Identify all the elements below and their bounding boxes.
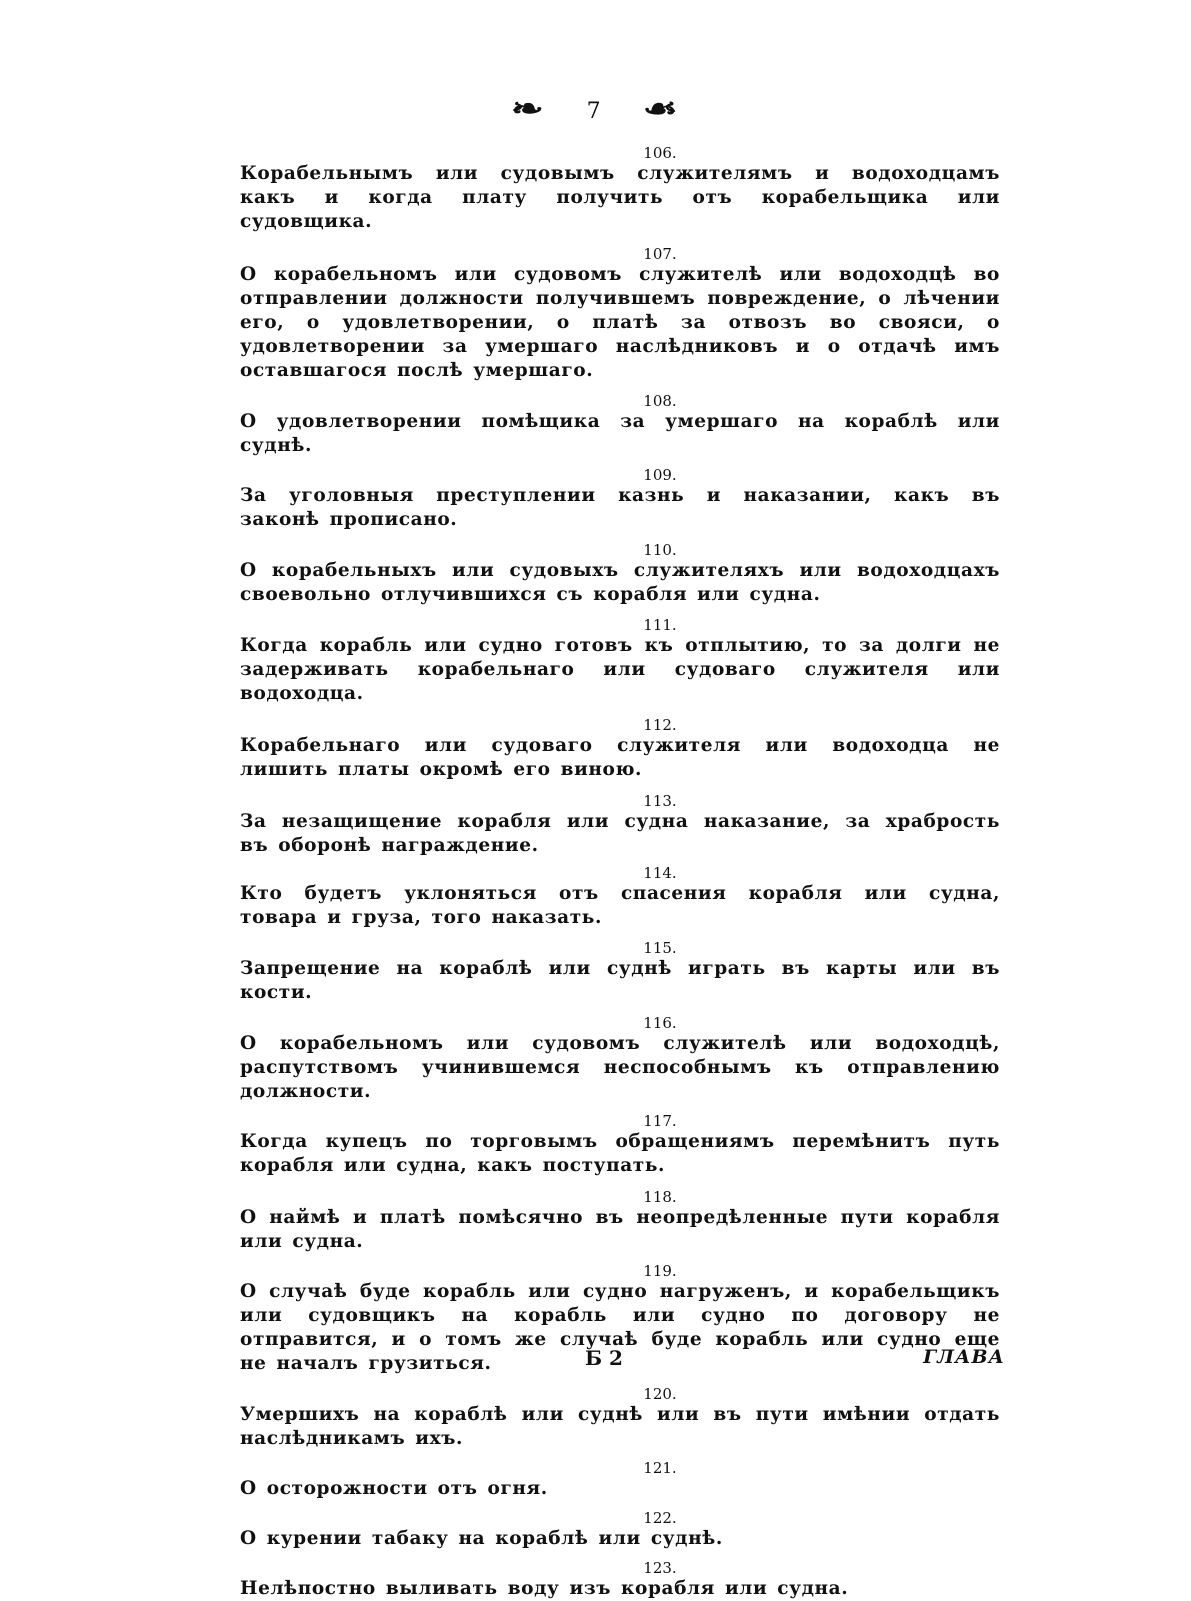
entry-number: 111.	[643, 616, 677, 634]
entry-text: Запрещение на кораблѣ или суднѣ играть въ карты или въ кости.	[240, 958, 1000, 1003]
entry-113	[240, 792, 1000, 858]
entry-text: Умершихъ на кораблѣ или суднѣ или въ пути имѣнии отдать наслѣдникамъ ихъ.	[240, 1404, 1000, 1449]
table-of-contents	[240, 144, 1000, 1601]
entry-number: 112.	[643, 716, 677, 734]
entry-number: 117.	[643, 1112, 677, 1130]
entry-number: 119.	[643, 1262, 677, 1280]
entry-121	[240, 1459, 1000, 1501]
entry-text: О наймѣ и платѣ помѣсячно въ неопредѣленные пути корабля или судна.	[240, 1207, 1000, 1252]
entry-108	[240, 392, 1000, 458]
entry-116	[240, 1014, 1000, 1104]
entry-number: 115.	[643, 939, 677, 957]
entry-122	[240, 1509, 1000, 1551]
entry-number: 120.	[643, 1385, 677, 1403]
entry-118	[240, 1188, 1000, 1254]
entry-number: 108.	[643, 392, 677, 410]
entry-text: За уголовныя преступлении казнь и наказании, какъ въ законѣ прописано.	[240, 485, 1000, 530]
signature-mark: Б 2	[585, 1346, 623, 1370]
entry-text: Нелѣпостно выливать воду изъ корабля или судна.	[240, 1578, 849, 1599]
page-header	[0, 92, 1191, 125]
entry-text: За незащищение корабля или судна наказание, за храбрость въ оборонѣ награждение.	[240, 811, 1000, 856]
catchword: ГЛАВА	[923, 1346, 1005, 1368]
entry-text: О удовлетворении помѣщика за умершаго на кораблѣ или суднѣ.	[240, 411, 1000, 456]
entry-number: 110.	[643, 541, 677, 559]
entry-110	[240, 541, 1000, 607]
page-number: 7	[586, 99, 603, 124]
entry-text: О корабельномъ или судовомъ служителѣ или водоходцѣ во отправлении должности получившемъ повреждение, о лѣчении его, о удовлетворении, о платѣ за отвозъ во свояси, о удовлетворении за умершаго наслѣдниковъ и о отдачѣ имъ оставшагося послѣ умершаго.	[240, 264, 1000, 381]
entry-text: Когда купецъ по торговымъ обращениямъ перемѣнитъ путь корабля или судна, какъ поступать.	[240, 1131, 1000, 1176]
entry-text: Корабельнымъ или судовымъ служителямъ и водоходцамъ какъ и когда плату получить отъ корабельщика или судовщика.	[240, 163, 1000, 232]
entry-number: 114.	[643, 864, 677, 882]
entry-text: О осторожности отъ огня.	[240, 1478, 548, 1499]
entry-text: О случаѣ буде корабль или судно нагруженъ, и корабельщикъ или судовщикъ на корабль или судно по договору не отправится, и о томъ же случаѣ буде корабль или судно еще не началъ грузиться.	[240, 1281, 1000, 1374]
entry-number: 107.	[643, 245, 677, 263]
entry-120	[240, 1385, 1000, 1451]
entry-text: О курении табаку на кораблѣ или суднѣ.	[240, 1528, 723, 1549]
left-ornament: ❧	[511, 92, 547, 125]
entry-number: 106.	[643, 144, 677, 162]
entry-text: О корабельномъ или судовомъ служителѣ или водоходцѣ, распутствомъ учинившемся неспособнымъ къ отправлению должности.	[240, 1033, 1000, 1102]
entry-106	[240, 144, 1000, 234]
entry-115	[240, 939, 1000, 1005]
entry-107	[240, 245, 1000, 383]
entry-number: 123.	[643, 1559, 677, 1577]
page-footer	[0, 1346, 1191, 1376]
entry-text: О корабельныхъ или судовыхъ служителяхъ или водоходцахъ своевольно отлучившихся съ корабля или судна.	[240, 560, 1000, 605]
entry-number: 121.	[643, 1459, 677, 1477]
entry-number: 122.	[643, 1509, 677, 1527]
entry-117	[240, 1112, 1000, 1178]
entry-text: Кто будетъ уклоняться отъ спасения корабля или судна, товара и груза, того наказать.	[240, 883, 1000, 928]
entry-number: 118.	[643, 1188, 677, 1206]
entry-111	[240, 616, 1000, 706]
entry-text: Корабельнаго или судоваго служителя или водоходца не лишить платы окромѣ его виною.	[240, 735, 1000, 780]
entry-number: 109.	[643, 466, 677, 484]
entry-109	[240, 466, 1000, 532]
entry-text: Когда корабль или судно готовъ къ отплытию, то за долги не задерживать корабельнаго или судоваго служителя или водоходца.	[240, 635, 1000, 704]
entry-number: 116.	[643, 1014, 677, 1032]
entry-123	[240, 1559, 1000, 1601]
entry-114	[240, 864, 1000, 930]
entry-112	[240, 716, 1000, 782]
entry-number: 113.	[643, 792, 677, 810]
right-ornament: ☙	[642, 92, 681, 125]
